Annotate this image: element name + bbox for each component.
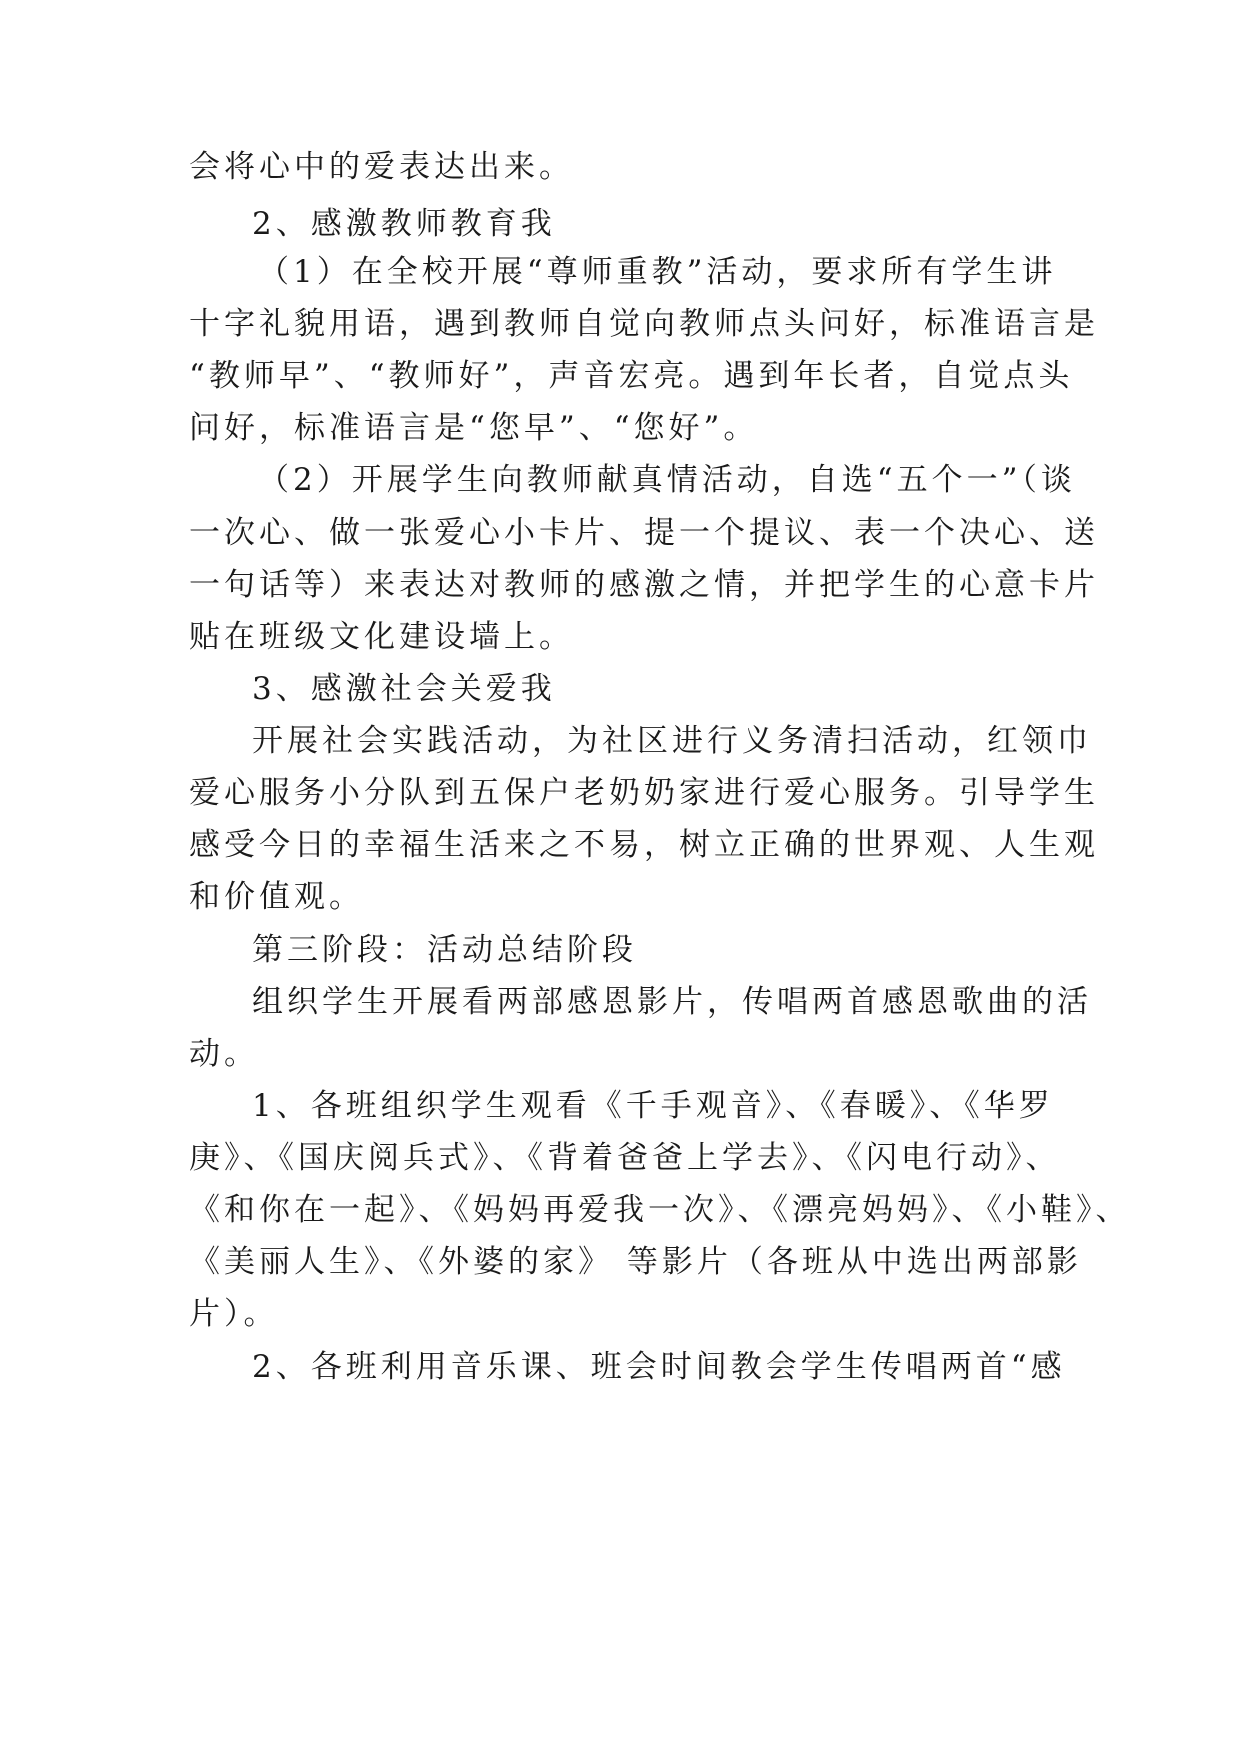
text-line: 一句话等）来表达对教师的感激之情，并把学生的心意卡片: [189, 567, 1099, 603]
section-heading: 3、感激社会关爱我: [252, 671, 556, 707]
text-line: 组织学生开展看两部感恩影片，传唱两首感恩歌曲的活: [252, 984, 1092, 1020]
text-line: （2）开展学生向教师献真情活动，自选“五个一”（谈: [258, 462, 1076, 498]
text-line: 爱心服务小分队到五保户老奶奶家进行爱心服务。引导学生: [189, 775, 1099, 811]
text-line: 贴在班级文化建设墙上。: [189, 619, 574, 655]
text-line: 《美丽人生》、《外婆的家》 等影片（各班从中选出两部影: [189, 1244, 1082, 1280]
text-line: 1、各班组织学生观看《千手观音》、《春暖》、《华罗: [252, 1088, 1054, 1124]
text-line: 《和你在一起》、《妈妈再爱我一次》、《漂亮妈妈》、《小鞋》、: [189, 1192, 1131, 1228]
text-line: （1）在全校开展“尊师重教”活动，要求所有学生讲: [258, 254, 1057, 290]
text-line: “教师早”、“教师好”，声音宏亮。遇到年长者，自觉点头: [189, 358, 1074, 394]
text-line: 感受今日的幸福生活来之不易，树立正确的世界观、人生观: [189, 827, 1099, 863]
text-line: 庚》、《国庆阅兵式》、《背着爸爸上学去》、《闪电行动》、: [189, 1140, 1061, 1176]
section-heading: 2、感激教师教育我: [252, 206, 556, 242]
text-line: 十字礼貌用语，遇到教师自觉向教师点头问好，标准语言是: [189, 306, 1099, 342]
text-line: 开展社会实践活动，为社区进行义务清扫活动，红领巾: [252, 723, 1092, 759]
text-line: 会将心中的爱表达出来。: [189, 149, 574, 185]
section-heading: 第三阶段：活动总结阶段: [252, 932, 637, 968]
text-line: 一次心、做一张爱心小卡片、提一个提议、表一个决心、送: [189, 515, 1099, 551]
text-line: 动。: [189, 1036, 259, 1072]
text-line: 和价值观。: [189, 879, 364, 915]
text-line: 2、各班利用音乐课、班会时间教会学生传唱两首“感: [252, 1349, 1066, 1385]
text-line: 片）。: [189, 1296, 279, 1332]
text-line: 问好，标准语言是“您早”、“您好”。: [189, 410, 759, 446]
